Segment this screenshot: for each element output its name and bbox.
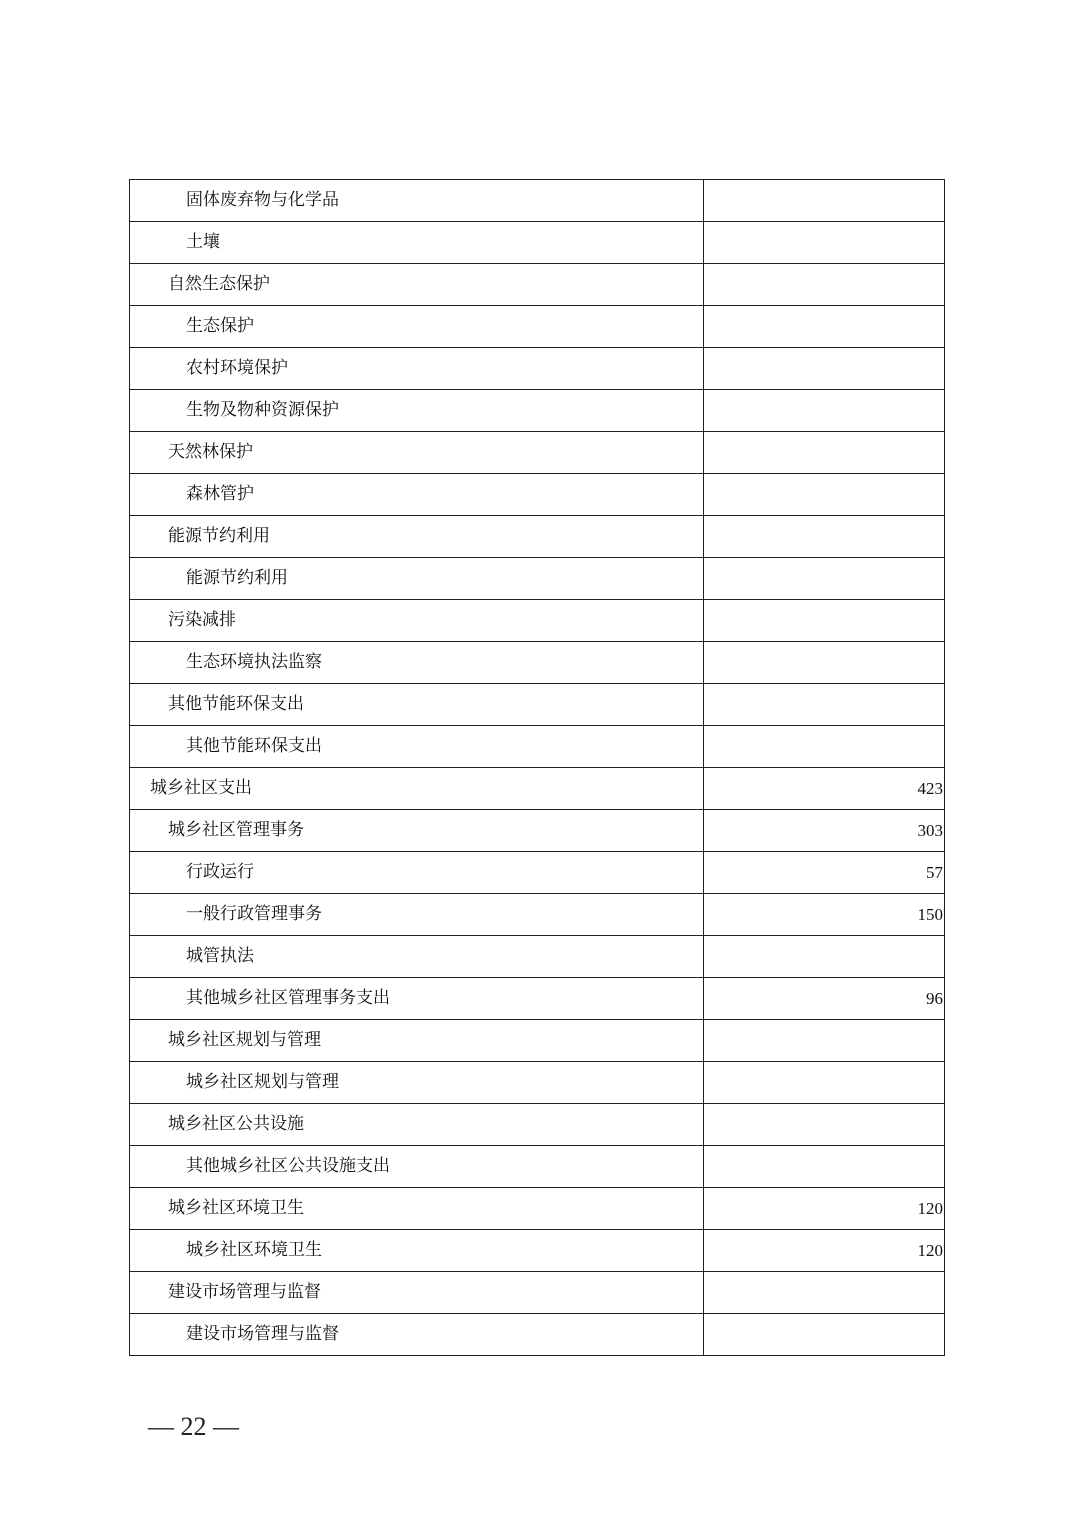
row-label: 城乡社区环境卫生 (130, 1230, 704, 1272)
table-row (130, 978, 945, 1020)
row-label: 生物及物种资源保护 (130, 390, 704, 432)
row-value (704, 1020, 945, 1062)
row-value (704, 1146, 945, 1188)
row-label: 城乡社区支出 (130, 768, 704, 810)
table-row (130, 1146, 945, 1188)
table-row (130, 852, 945, 894)
row-value (704, 1104, 945, 1146)
table-row (130, 390, 945, 432)
row-label: 固体废弃物与化学品 (130, 180, 704, 222)
row-label: 建设市场管理与监督 (130, 1272, 704, 1314)
row-value (704, 390, 945, 432)
row-value: 96 (704, 978, 945, 1020)
row-label: 农村环境保护 (130, 348, 704, 390)
row-value (704, 1272, 945, 1314)
page-number: — 22 — (148, 1412, 239, 1441)
table-row (130, 642, 945, 684)
row-label: 土壤 (130, 222, 704, 264)
table-row (130, 936, 945, 978)
row-label: 其他城乡社区管理事务支出 (130, 978, 704, 1020)
table-row (130, 516, 945, 558)
row-value (704, 600, 945, 642)
row-label: 城乡社区管理事务 (130, 810, 704, 852)
row-value (704, 516, 945, 558)
row-value (704, 1314, 945, 1356)
row-label: 其他节能环保支出 (130, 726, 704, 768)
row-label: 城管执法 (130, 936, 704, 978)
table-row (130, 768, 945, 810)
row-label: 生态环境执法监察 (130, 642, 704, 684)
row-label: 其他城乡社区公共设施支出 (130, 1146, 704, 1188)
table-row (130, 1062, 945, 1104)
table-row (130, 264, 945, 306)
row-label: 城乡社区公共设施 (130, 1104, 704, 1146)
table-row (130, 222, 945, 264)
row-value (704, 222, 945, 264)
row-value (704, 558, 945, 600)
table-row (130, 474, 945, 516)
row-label: 森林管护 (130, 474, 704, 516)
row-label: 城乡社区规划与管理 (130, 1020, 704, 1062)
row-value (704, 180, 945, 222)
row-value: 303 (704, 810, 945, 852)
row-value (704, 726, 945, 768)
row-value (704, 474, 945, 516)
table-row (130, 726, 945, 768)
table-row (130, 1230, 945, 1272)
row-label: 建设市场管理与监督 (130, 1314, 704, 1356)
budget-table-body (130, 180, 945, 1356)
table-row (130, 894, 945, 936)
table-row (130, 348, 945, 390)
row-label: 城乡社区环境卫生 (130, 1188, 704, 1230)
row-label: 行政运行 (130, 852, 704, 894)
budget-table (129, 179, 945, 1356)
table-row (130, 1188, 945, 1230)
table-row (130, 432, 945, 474)
table-row (130, 1272, 945, 1314)
table-row (130, 600, 945, 642)
table-row (130, 306, 945, 348)
table-row (130, 1314, 945, 1356)
table-row (130, 1104, 945, 1146)
row-value (704, 684, 945, 726)
row-value: 150 (704, 894, 945, 936)
row-label: 能源节约利用 (130, 516, 704, 558)
table-row (130, 180, 945, 222)
row-label: 生态保护 (130, 306, 704, 348)
row-value (704, 306, 945, 348)
row-value (704, 348, 945, 390)
table-row (130, 1020, 945, 1062)
row-label: 其他节能环保支出 (130, 684, 704, 726)
row-value (704, 432, 945, 474)
row-label: 城乡社区规划与管理 (130, 1062, 704, 1104)
row-value (704, 264, 945, 306)
row-value: 120 (704, 1188, 945, 1230)
row-label: 自然生态保护 (130, 264, 704, 306)
row-label: 污染减排 (130, 600, 704, 642)
row-value: 57 (704, 852, 945, 894)
row-value (704, 1062, 945, 1104)
row-value (704, 642, 945, 684)
table-row (130, 684, 945, 726)
row-value: 120 (704, 1230, 945, 1272)
table-row (130, 558, 945, 600)
row-label: 天然林保护 (130, 432, 704, 474)
row-label: 一般行政管理事务 (130, 894, 704, 936)
row-value (704, 936, 945, 978)
row-value: 423 (704, 768, 945, 810)
table-row (130, 810, 945, 852)
row-label: 能源节约利用 (130, 558, 704, 600)
